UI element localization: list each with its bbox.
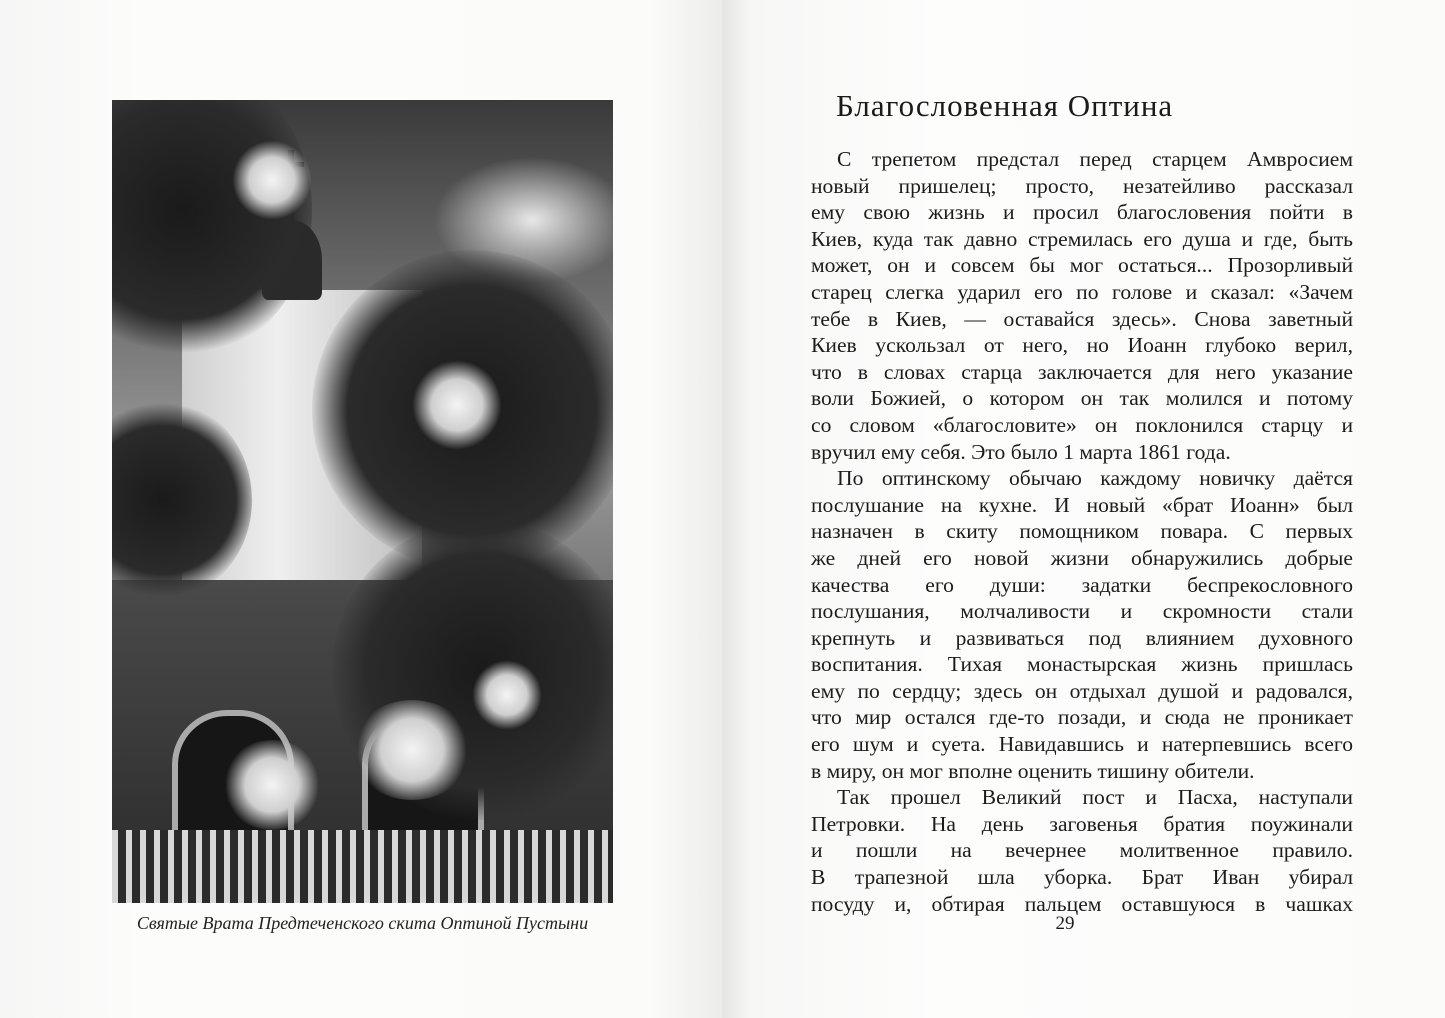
monastery-gate-photo (112, 100, 613, 903)
text-line: Киев, куда так давно стремилась его душа и где, быть (811, 226, 1353, 251)
text-line: в миру, он мог вполне оценить тишину обители. (811, 758, 1255, 783)
text-line: что в словах старца заключается для него указание (811, 359, 1353, 384)
text-line: В трапезной шла уборка. Брат Иван убирал (811, 865, 1353, 890)
text-line: крепнуть и развиваться под влиянием духовного (811, 625, 1353, 650)
text-line: посуду и, обтирая пальцем оставшуюся в чашках (811, 891, 1353, 916)
text-line: что мир остался где-то позади, и сюда не проникает (811, 705, 1353, 730)
text-line: ему свою жизнь и просил благословения пойти в (811, 200, 1353, 225)
body-text (811, 146, 1353, 917)
text-line: может, он и совсем бы мог остаться... Прозорливый (811, 253, 1353, 278)
paragraph (811, 146, 1353, 465)
photo-caption: Святые Врата Предтеченского скита Оптиной Пустыни (136, 913, 589, 933)
blossom-shape (472, 660, 542, 730)
text-line: и пошли на вечернее молитвенное правило. (811, 838, 1353, 863)
text-line: воспитания. Тихая монастырская жизнь пришлась (811, 652, 1353, 677)
left-page (0, 0, 722, 1018)
text-line: послушание на кухне. И новый «брат Иоанн» был (811, 492, 1353, 517)
text-line: вручил ему себя. Это было 1 марта 1861 года. (811, 439, 1231, 464)
text-line: со словом «благословите» он поклонился старцу и (811, 412, 1353, 437)
text-line: же дней его новой жизни обнаружились добрые (811, 545, 1353, 570)
text-line: его шум и суета. Навидавшись и натерпевшись всего (811, 732, 1353, 757)
text-line: качества его души: задатки беспрекословного (811, 572, 1353, 597)
text-line: По оптинскому обычаю каждому новичку даётся (837, 466, 1353, 491)
blossom-shape (222, 740, 322, 830)
text-line: тебе в Киев, — оставайся здесь». Снова заветный (811, 306, 1353, 331)
text-line: Петровки. На день заговенья братия поужинали (811, 811, 1353, 836)
blossom-shape (412, 360, 502, 450)
text-line: воли Божией, о котором он так молился и потому (811, 386, 1353, 411)
text-line: Так прошел Великий пост и Пасха, наступали (837, 785, 1353, 810)
text-line: С трепетом предстал перед старцем Амвросием (837, 147, 1353, 171)
paragraph (811, 465, 1353, 784)
fence-shape (112, 830, 613, 903)
text-line: послушания, молчаливости и скромности стали (811, 599, 1353, 624)
paragraph (811, 784, 1353, 917)
blossom-shape (352, 700, 472, 800)
chapter-title: Благословенная Оптина (836, 88, 1174, 123)
text-line: ему по сердцу; здесь он отдыхал душой и радовался, (811, 678, 1353, 703)
blossom-shape (232, 140, 312, 220)
page-number: 29 (1055, 913, 1075, 934)
text-line: Киев ускользал от него, но Иоанн глубоко верил, (811, 333, 1353, 358)
text-line: старец слегка ударил его по голове и сказал: «Зачем (811, 279, 1353, 304)
text-line: назначен в скиту помощником повара. С первых (811, 519, 1353, 544)
text-line: новый пришелец; просто, незатейливо рассказал (811, 173, 1353, 198)
